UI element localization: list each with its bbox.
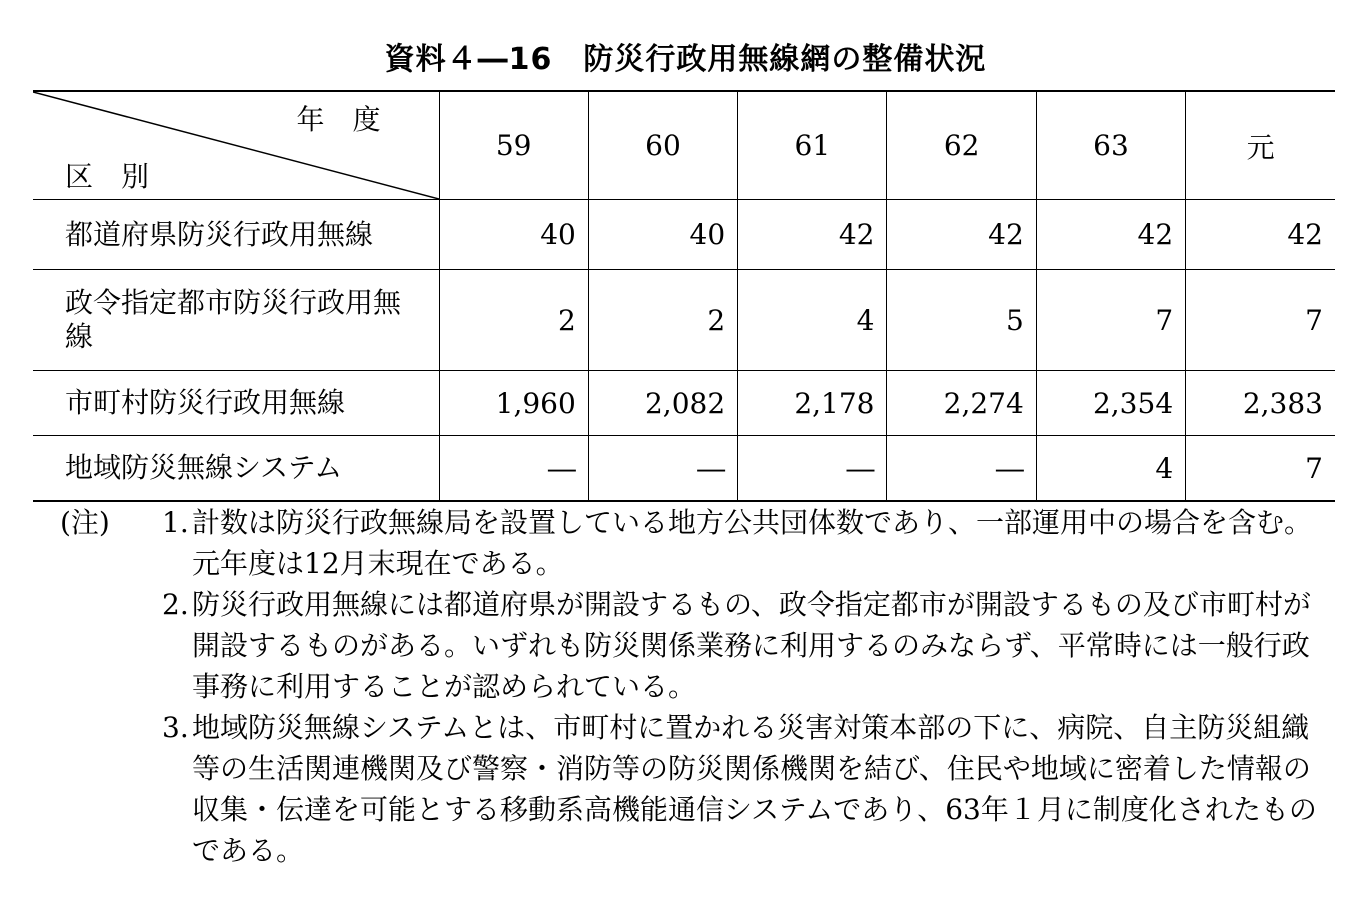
document-title: 資料４―16 防災行政用無線網の整備状況	[384, 42, 987, 77]
table-cell: 5	[887, 270, 1036, 371]
table-cell: 40	[439, 200, 588, 270]
table-cell: 2,178	[738, 371, 887, 436]
table-cell: 2,082	[588, 371, 737, 436]
note-item	[162, 502, 1322, 584]
table-row	[33, 270, 1335, 371]
row-label: 地域防災無線システム	[33, 436, 439, 502]
note-item	[162, 584, 1322, 707]
table-cell: 2	[588, 270, 737, 371]
year-header: 元	[1186, 91, 1335, 200]
note-text: 計数は防災行政無線局を設置している地方公共団体数であり、一部運用中の場合を含む。元年度は12月末現在である。	[192, 506, 1313, 580]
table-cell: 2,354	[1036, 371, 1185, 436]
year-header: 59	[439, 91, 588, 200]
table-cell: 42	[1186, 200, 1335, 270]
table-cell: 42	[738, 200, 887, 270]
table-cell: 4	[1036, 436, 1185, 502]
table-cell: 42	[887, 200, 1036, 270]
year-header: 61	[738, 91, 887, 200]
corner-label-year: 年度	[296, 103, 409, 136]
table-cell: ―	[887, 436, 1036, 502]
corner-label-category: 区別	[65, 160, 178, 193]
table-row	[33, 200, 1335, 270]
table-cell: 2,383	[1186, 371, 1335, 436]
table-cell: ―	[588, 436, 737, 502]
corner-header-cell	[33, 91, 439, 200]
row-label: 市町村防災行政用無線	[33, 371, 439, 436]
table-cell: 40	[588, 200, 737, 270]
note-text: 地域防災無線システムとは、市町村に置かれる災害対策本部の下に、病院、自主防災組織等の生活関連機関及び警察・消防等の防災関係機関を結び、住民や地域に密着した情報の収集・伝達を可能とする移動系高機能通信システムであり、63年１月に制度化されたものである。	[192, 711, 1317, 867]
notes-list	[162, 502, 1322, 871]
year-header: 62	[887, 91, 1036, 200]
table-row	[33, 371, 1335, 436]
table-cell: 1,960	[439, 371, 588, 436]
row-label-text: 政令指定都市防災行政用無線	[65, 286, 402, 353]
note-number: 2.	[162, 588, 189, 621]
radio-network-table	[33, 90, 1335, 502]
table-header-row	[33, 91, 1335, 200]
year-header: 60	[588, 91, 737, 200]
table-cell: 7	[1186, 436, 1335, 502]
row-label	[33, 270, 439, 371]
table-cell: 7	[1036, 270, 1185, 371]
note-text: 防災行政用無線には都道府県が開設するもの、政令指定都市が開設するもの及び市町村が開設するものがある。いずれも防災関係業務に利用するのみならず、平常時には一般行政事務に利用することが認められている。	[192, 588, 1311, 703]
table-cell: 42	[1036, 200, 1185, 270]
notes-heading: (注)	[60, 506, 110, 539]
note-number: 3.	[162, 711, 189, 744]
note-number: 1.	[162, 506, 189, 539]
table-cell: 4	[738, 270, 887, 371]
table-cell: 2	[439, 270, 588, 371]
table-row	[33, 436, 1335, 502]
table-cell: 7	[1186, 270, 1335, 371]
note-item	[162, 707, 1322, 871]
year-header: 63	[1036, 91, 1185, 200]
table-cell: ―	[738, 436, 887, 502]
row-label: 都道府県防災行政用無線	[33, 200, 439, 270]
table-cell: ―	[439, 436, 588, 502]
table-cell: 2,274	[887, 371, 1036, 436]
